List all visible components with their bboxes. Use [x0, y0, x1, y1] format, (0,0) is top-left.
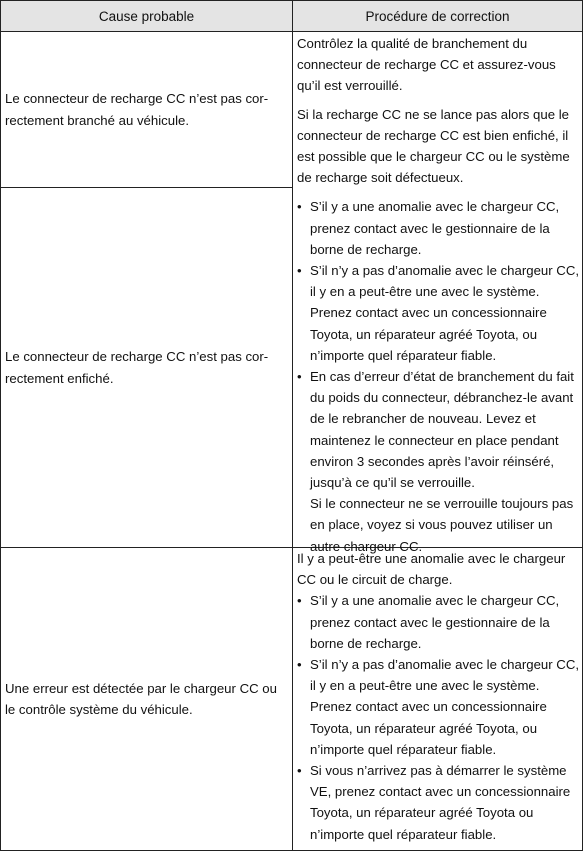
- cause-cell-2: [5, 188, 287, 547]
- list-item: • S’il n’y a pas d’anomalie avec le chargeur CC, il y en a peut-être une avec le système. Prenez contact avec un concessionnaire Toyota, un réparateur agréé Toyota, ou n’importe quel réparateur fiable.: [297, 260, 579, 366]
- list-item: • S’il y a une anomalie avec le chargeur CC, prenez contact avec le gestionnaire de la borne de recharge.: [297, 196, 579, 260]
- border-left: [0, 0, 1, 851]
- border-right: [582, 0, 583, 851]
- column-divider: [292, 0, 293, 851]
- correction-paragraph: Si la recharge CC ne se lance pas alors que le connecteur de recharge CC est bien enfiché, il est possible que le chargeur CC ou le système de recharge soit défectueux.: [297, 106, 570, 186]
- correction-paragraph: Contrôlez la qualité de branchement du connecteur de recharge CC et assurez-vous qu’il est verrouillé.: [297, 36, 556, 94]
- cause-text: Une erreur est détectée par le chargeur CC ou le contrôle système du véhicule.: [5, 680, 277, 717]
- correction-cell-3: [297, 548, 579, 845]
- list-item: • S’il n’y a pas d’anomalie avec le chargeur CC, il y en a peut-être une avec le système. Prenez contact avec un concessionnaire Toyota, un réparateur agréé Toyota, ou n’importe quel réparateur fiable.: [297, 654, 579, 760]
- correction-cell-shared: [297, 33, 579, 557]
- header-cause: [1, 1, 292, 31]
- correction-list: [297, 590, 579, 844]
- cause-text: Le connecteur de recharge CC n’est pas correctement branché au véhicule.: [5, 91, 269, 128]
- list-item-text: • En cas d’erreur d’état de branchement du fait du poids du connecteur, débranchez-le avant de le rebrancher de nouveau. Levez et maintenez le connecteur en place pendant environ 3 secondes après l’avoir réinséré, jusqu’à ce qu’il se verrouille.: [310, 369, 574, 491]
- correction-list: [297, 196, 579, 556]
- header-correction: [293, 1, 582, 31]
- cause-text: Le connecteur de recharge CC n’est pas correctement enfiché.: [5, 349, 269, 386]
- correction-paragraph: Il y a peut-être une anomalie avec le chargeur CC ou le circuit de charge.: [297, 551, 566, 588]
- header-correction-label: Procédure de correction: [365, 8, 510, 24]
- list-item-followup: Si le connecteur ne se verrouille toujours pas en place, voyez si vous pouvez utiliser un autre chargeur CC.: [310, 496, 574, 554]
- cause-cell-1: [5, 32, 287, 187]
- cause-cell-3: [5, 548, 287, 850]
- header-cause-label: Cause probable: [98, 8, 195, 24]
- list-item: • S’il y a une anomalie avec le chargeur CC, prenez contact avec le gestionnaire de la borne de recharge.: [297, 590, 579, 654]
- list-item: [297, 366, 579, 557]
- list-item: • Si vous n’arrivez pas à démarrer le système VE, prenez contact avec un concessionnaire Toyota, un réparateur agréé Toyota ou n’importe quel réparateur fiable.: [297, 760, 579, 845]
